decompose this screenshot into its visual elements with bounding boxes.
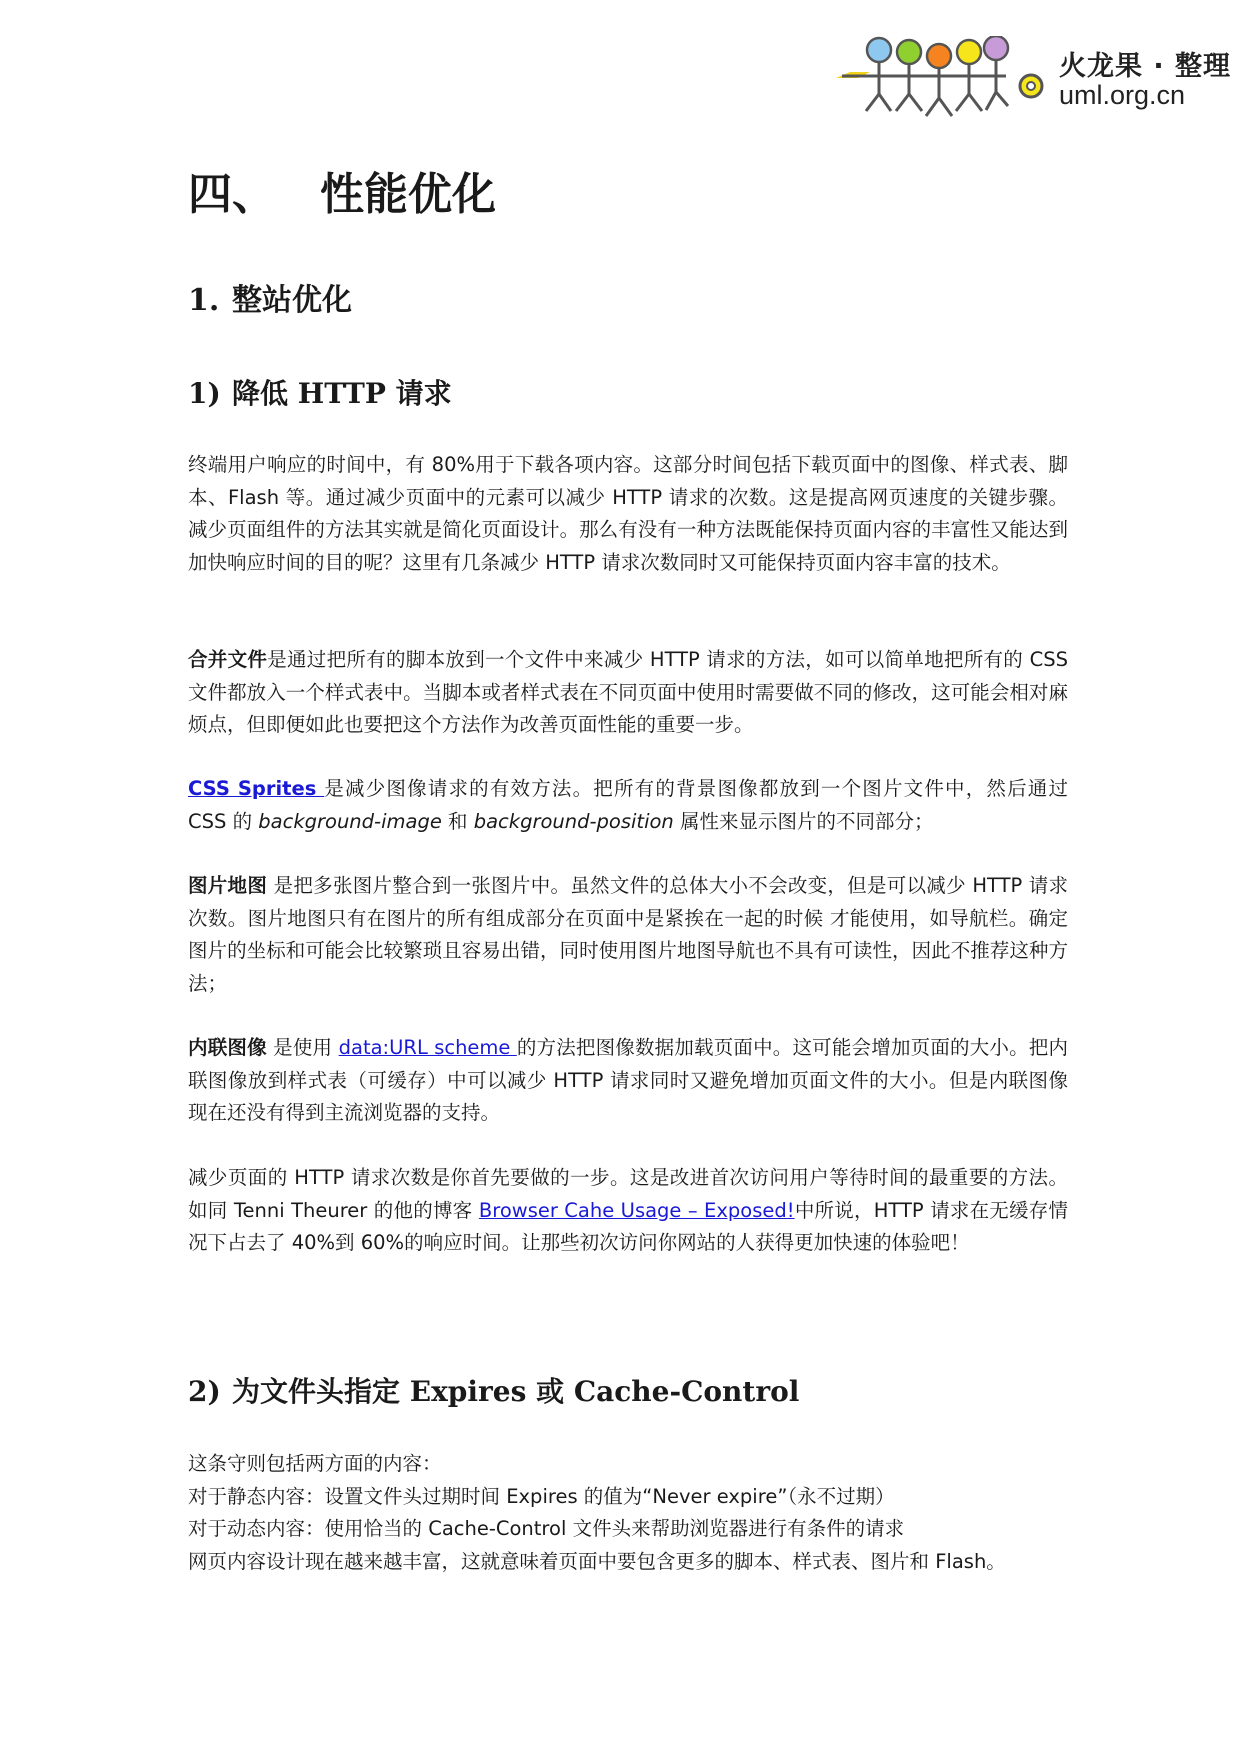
paragraph-summary xyxy=(188,1162,1068,1260)
logo xyxy=(836,36,1232,126)
paragraph-text: 和 xyxy=(441,809,474,833)
text-line: 这条守则包括两方面的内容： xyxy=(188,1452,442,1475)
stick-figures-logo-icon xyxy=(836,36,1051,126)
logo-url: uml.org.cn xyxy=(1059,80,1186,110)
text-line: 对于动态内容：使用恰当的 Cache-Control 文件头来帮助浏览器进行有条件的请求 xyxy=(188,1517,905,1540)
term-image-map: 图片地图 xyxy=(188,874,268,897)
chapter-heading xyxy=(188,158,496,222)
subsection-title: 降低 HTTP 请求 xyxy=(232,377,452,410)
browser-cache-usage-link[interactable]: Browser Cahe Usage – Exposed! xyxy=(478,1198,795,1222)
text-line: 网页内容设计现在越来越丰富，这就意味着页面中要包含更多的脚本、样式表、图片和 Flash。 xyxy=(188,1549,1006,1573)
paragraph-inline-images xyxy=(188,1032,1068,1130)
paragraph-text: 是通过把所有的脚本放到一个文件中来减少 HTTP 请求的方法，如可以简单地把所有的 CSS 文件都放入一个样式表中。当脚本或者样式表在不同页面中使用时需要做不同的修改，这可能会相对麻烦点，但即便如此也要把这个方法作为改善页面性能的重要一步。 xyxy=(188,648,1068,736)
paragraph-text: 的方法把图像数据加载页面中。这可能会增加页面的大小。把内联图像放到样式表（可缓存）中可以减少 HTTP 请求同时又避免增加页面文件的大小。但是内联图像现在还没有得到主流浏览器的支持。 xyxy=(188,1036,1068,1124)
logo-head-icon xyxy=(897,40,921,64)
paragraph-image-map xyxy=(188,870,1068,1000)
subsection-number: 2) xyxy=(188,1375,221,1408)
css-property-background-position: background-position xyxy=(473,809,674,833)
subsection-heading-2 xyxy=(188,1370,799,1410)
chapter-title: 性能优化 xyxy=(320,169,496,220)
css-property-background-image: background-image xyxy=(258,809,442,833)
logo-head-icon xyxy=(957,40,981,64)
paragraph-expires-rules xyxy=(188,1448,1068,1578)
section-heading xyxy=(188,275,352,319)
paragraph-text: 减少页面的 HTTP 请求次数是你首先要做的一步。这是改进首次访问用户等待时间的最重要的方法。如同 Tenni Theurer 的他的博客 xyxy=(188,1166,1068,1222)
paragraph-css-sprites xyxy=(188,773,1068,838)
chapter-number: 四、 xyxy=(188,169,276,220)
data-url-scheme-link[interactable]: data:URL scheme xyxy=(338,1036,517,1059)
paragraph-combine-files xyxy=(188,644,1068,742)
paragraph-intro: 终端用户响应的时间中，有 80%用于下载各项内容。这部分时间包括下载页面中的图像、样式表、脚本、Flash 等。通过减少页面中的元素可以减少 HTTP 请求的次数。这是提高网页速度的关键步骤。减少页面组件的方法其实就是简化页面设计。那么有没有一种方法既能保持页面内容的丰富性又能达到加快响应时间的目的呢？这里有几条减少 HTTP 请求次数同时又可能保持页面内容丰富的技术。 xyxy=(188,453,1068,574)
term-inline-images: 内联图像 xyxy=(188,1036,267,1059)
css-sprites-link[interactable]: CSS Sprites xyxy=(188,777,325,800)
paragraph-text: 是把多张图片整合到一张图片中。虽然文件的总体大小不会改变，但是可以减少 HTTP 请求次数。图片地图只有在图片的所有组成部分在页面中是紧挨在一起的时候 才能使用，如导航栏。确定图片的坐标和可能会比较繁琐且容易出错，同时使用图片地图导航也不具有可读性，因此不推荐这种方法； xyxy=(188,874,1068,995)
section-number: 1. xyxy=(188,283,220,318)
subsection-number: 1) xyxy=(188,377,221,410)
section-title: 整站优化 xyxy=(232,283,352,318)
logo-head-icon xyxy=(984,36,1008,60)
logo-head-icon xyxy=(867,38,891,62)
paragraph-text: 是减少图像请求的有效方法。把所有的背景图像都放到一个图片文件中，然后通过 CSS 的 xyxy=(188,777,1068,833)
subsection-heading-1 xyxy=(188,372,452,412)
logo-name: 火龙果 · 整理 xyxy=(1059,51,1232,82)
paragraph-text: 是使用 xyxy=(266,1036,339,1059)
term-combine-files: 合并文件 xyxy=(188,648,268,671)
paragraph-text: 中所说，HTTP 请求在无缓存情况下占去了 40%到 60%的响应时间。让那些初次访问你网站的人获得更加快速的体验吧！ xyxy=(188,1198,1069,1254)
subsection-title: 为文件头指定 Expires 或 Cache-Control xyxy=(232,1375,800,1408)
paragraph-text: 属性来显示图片的不同部分； xyxy=(673,809,934,833)
text-line: 对于静态内容：设置文件头过期时间 Expires 的值为“Never expire”（永不过期） xyxy=(188,1484,895,1508)
logo-head-icon xyxy=(927,44,951,68)
